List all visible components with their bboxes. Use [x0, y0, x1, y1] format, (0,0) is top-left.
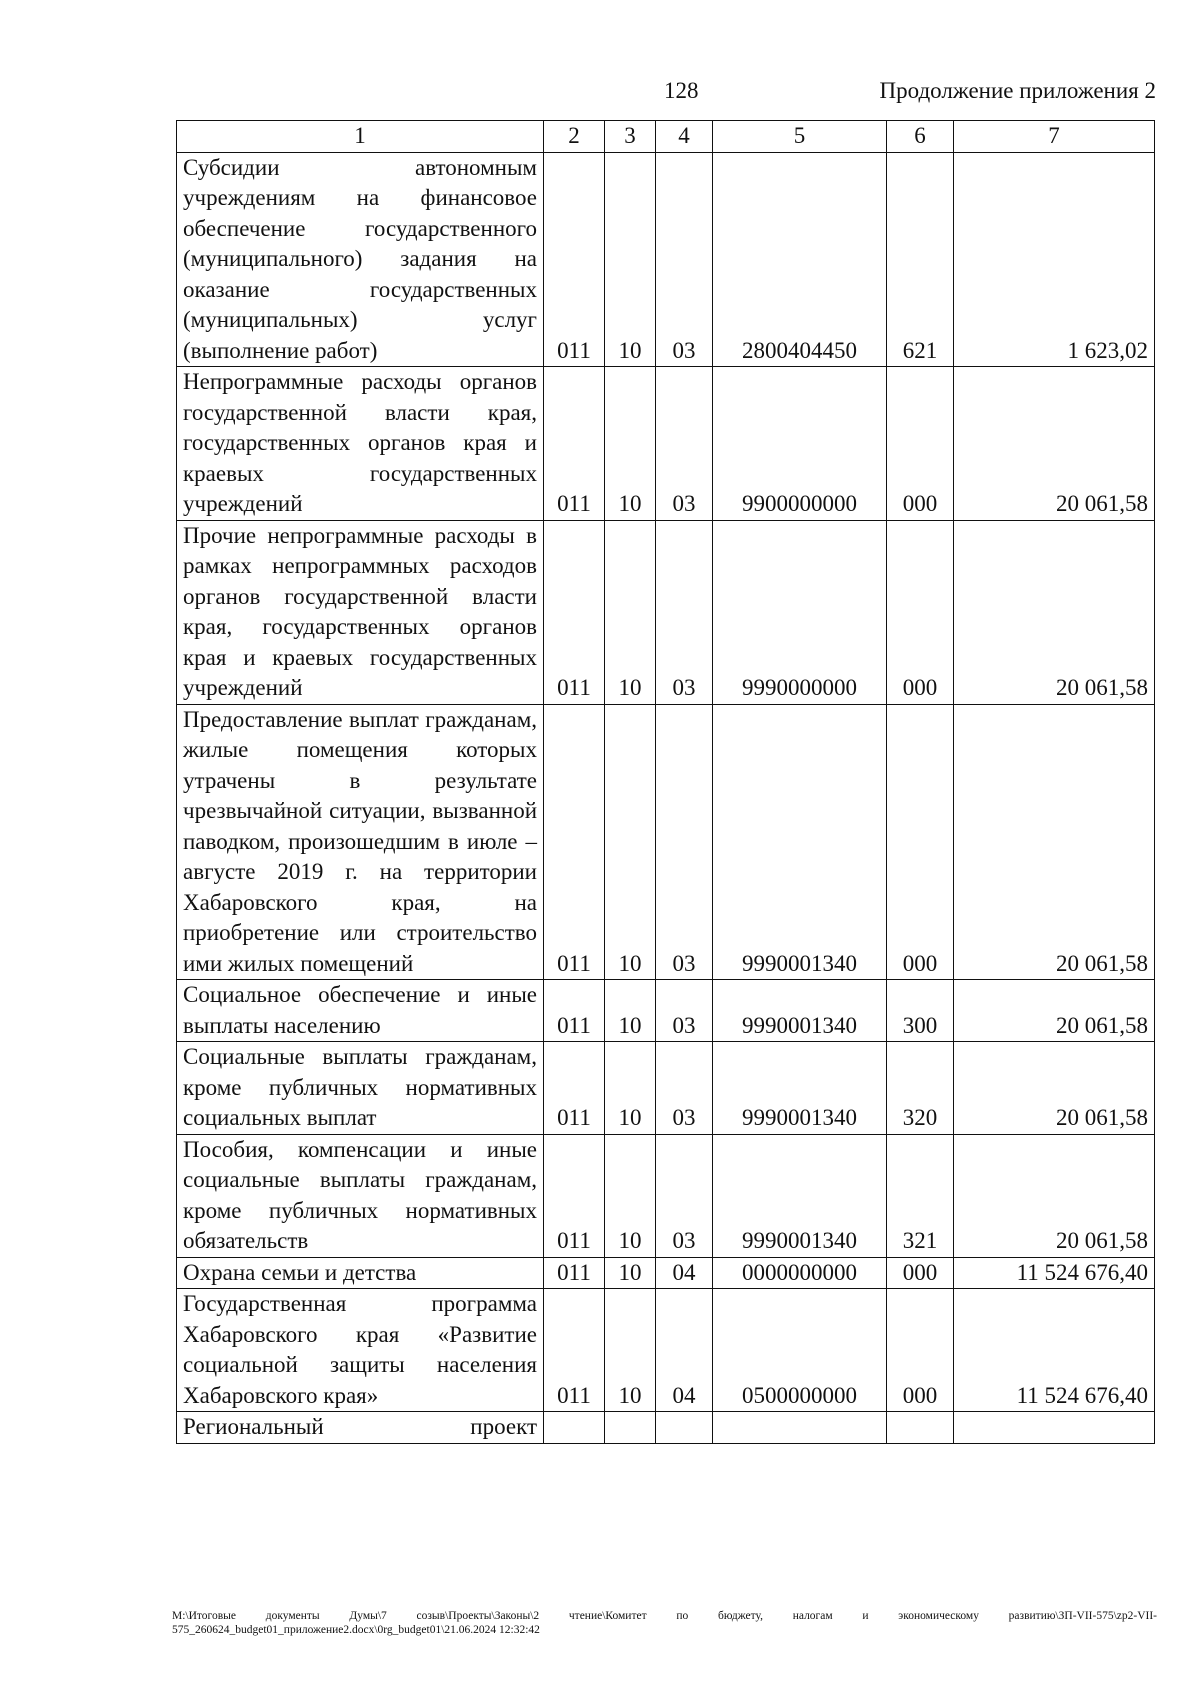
cell-admin: 011 — [544, 367, 605, 521]
cell-section: 10 — [605, 367, 656, 521]
cell-target: 9990001340 — [713, 704, 887, 980]
cell-admin: 011 — [544, 1257, 605, 1289]
header-row — [177, 121, 1155, 153]
table-row — [177, 1289, 1155, 1412]
cell-amount — [954, 1412, 1155, 1444]
cell-target: 9990001340 — [713, 1042, 887, 1135]
row-name: Государственная программа Хабаровского края «Развитие социальной защиты населения Хабаровского края» — [177, 1289, 544, 1412]
cell-expense-type: 000 — [887, 367, 954, 521]
cell-admin: 011 — [544, 704, 605, 980]
row-name: Социальные выплаты гражданам, кроме публичных нормативных социальных выплат — [177, 1042, 544, 1135]
cell-amount: 20 061,58 — [954, 1042, 1155, 1135]
cell-amount: 20 061,58 — [954, 1134, 1155, 1257]
cell-admin: 011 — [544, 1042, 605, 1135]
cell-subsection — [656, 1412, 713, 1444]
cell-subsection: 03 — [656, 704, 713, 980]
cell-subsection: 04 — [656, 1289, 713, 1412]
column-header: 7 — [954, 121, 1155, 153]
table-row — [177, 367, 1155, 521]
cell-expense-type: 321 — [887, 1134, 954, 1257]
cell-admin: 011 — [544, 1289, 605, 1412]
row-name: Прочие непрограммные расходы в рамках непрограммных расходов органов государственной власти края, государственных органов края и краевых государственных учреждений — [177, 520, 544, 704]
cell-admin: 011 — [544, 152, 605, 367]
table-row — [177, 1042, 1155, 1135]
cell-amount: 1 623,02 — [954, 152, 1155, 367]
cell-amount: 20 061,58 — [954, 520, 1155, 704]
column-header: 3 — [605, 121, 656, 153]
cell-target: 9990001340 — [713, 1134, 887, 1257]
cell-section: 10 — [605, 1134, 656, 1257]
cell-subsection: 03 — [656, 1134, 713, 1257]
row-name: Пособия, компенсации и иные социальные выплаты гражданам, кроме публичных нормативных обязательств — [177, 1134, 544, 1257]
cell-subsection: 03 — [656, 980, 713, 1042]
cell-expense-type — [887, 1412, 954, 1444]
row-name: Социальное обеспечение и иные выплаты населению — [177, 980, 544, 1042]
row-name: Охрана семьи и детства — [177, 1257, 544, 1289]
column-header: 2 — [544, 121, 605, 153]
cell-target: 9990000000 — [713, 520, 887, 704]
cell-expense-type: 300 — [887, 980, 954, 1042]
column-header: 6 — [887, 121, 954, 153]
cell-subsection: 03 — [656, 152, 713, 367]
row-name: Субсидии автономным учреждениям на финансовое обеспечение государственного (муниципального) задания на оказание государственных (муниципальных) услуг (выполнение работ) — [177, 152, 544, 367]
cell-subsection: 03 — [656, 367, 713, 521]
cell-expense-type: 621 — [887, 152, 954, 367]
cell-expense-type: 000 — [887, 704, 954, 980]
cell-amount: 20 061,58 — [954, 704, 1155, 980]
cell-amount: 20 061,58 — [954, 367, 1155, 521]
row-name: Непрограммные расходы органов государственной власти края, государственных органов края и краевых государственных учреждений — [177, 367, 544, 521]
cell-admin: 011 — [544, 520, 605, 704]
table-row — [177, 1257, 1155, 1289]
cell-subsection: 04 — [656, 1257, 713, 1289]
cell-target: 9900000000 — [713, 367, 887, 521]
cell-section: 10 — [605, 980, 656, 1042]
cell-amount: 20 061,58 — [954, 980, 1155, 1042]
cell-target — [713, 1412, 887, 1444]
cell-section: 10 — [605, 1289, 656, 1412]
cell-admin: 011 — [544, 1134, 605, 1257]
cell-section: 10 — [605, 1257, 656, 1289]
table-row — [177, 1412, 1155, 1444]
cell-target: 9990001340 — [713, 980, 887, 1042]
cell-expense-type: 320 — [887, 1042, 954, 1135]
cell-admin: 011 — [544, 980, 605, 1042]
cell-amount: 11 524 676,40 — [954, 1257, 1155, 1289]
cell-target: 2800404450 — [713, 152, 887, 367]
cell-amount: 11 524 676,40 — [954, 1289, 1155, 1412]
cell-section: 10 — [605, 704, 656, 980]
column-header: 5 — [713, 121, 887, 153]
cell-section — [605, 1412, 656, 1444]
cell-section: 10 — [605, 1042, 656, 1135]
cell-section: 10 — [605, 520, 656, 704]
cell-expense-type: 000 — [887, 1289, 954, 1412]
table-row — [177, 980, 1155, 1042]
page-number: 128 — [664, 78, 699, 103]
continuation-caption: Продолжение приложения 2 — [879, 78, 1156, 103]
column-header: 1 — [177, 121, 544, 153]
cell-subsection: 03 — [656, 1042, 713, 1135]
cell-target: 0000000000 — [713, 1257, 887, 1289]
table-row — [177, 520, 1155, 704]
cell-section: 10 — [605, 152, 656, 367]
table-row — [177, 1134, 1155, 1257]
cell-expense-type: 000 — [887, 1257, 954, 1289]
row-name: Региональный проект — [177, 1412, 544, 1444]
table-row — [177, 704, 1155, 980]
cell-admin — [544, 1412, 605, 1444]
cell-subsection: 03 — [656, 520, 713, 704]
table-row — [177, 152, 1155, 367]
file-path-footer: М:\Итоговые документы Думы\7 созыв\Проекты\Законы\2 чтение\Комитет по бюджету, налогам и экономическому развитию\ЗП-VII-575\zp2-VII-575_260624_budget01_приложение2.docx\0rg_budget01\21.06.2024 12:32:42 — [172, 1610, 1157, 1636]
row-name: Предоставление выплат гражданам, жилые помещения которых утрачены в результате чрезвычайной ситуации, вызванной паводком, произошедшим в июле – августе 2019 г. на территории Хабаровского края, на приобретение или строительство ими жилых помещений — [177, 704, 544, 980]
cell-expense-type: 000 — [887, 520, 954, 704]
cell-target: 0500000000 — [713, 1289, 887, 1412]
column-header: 4 — [656, 121, 713, 153]
budget-table — [176, 120, 1155, 1444]
